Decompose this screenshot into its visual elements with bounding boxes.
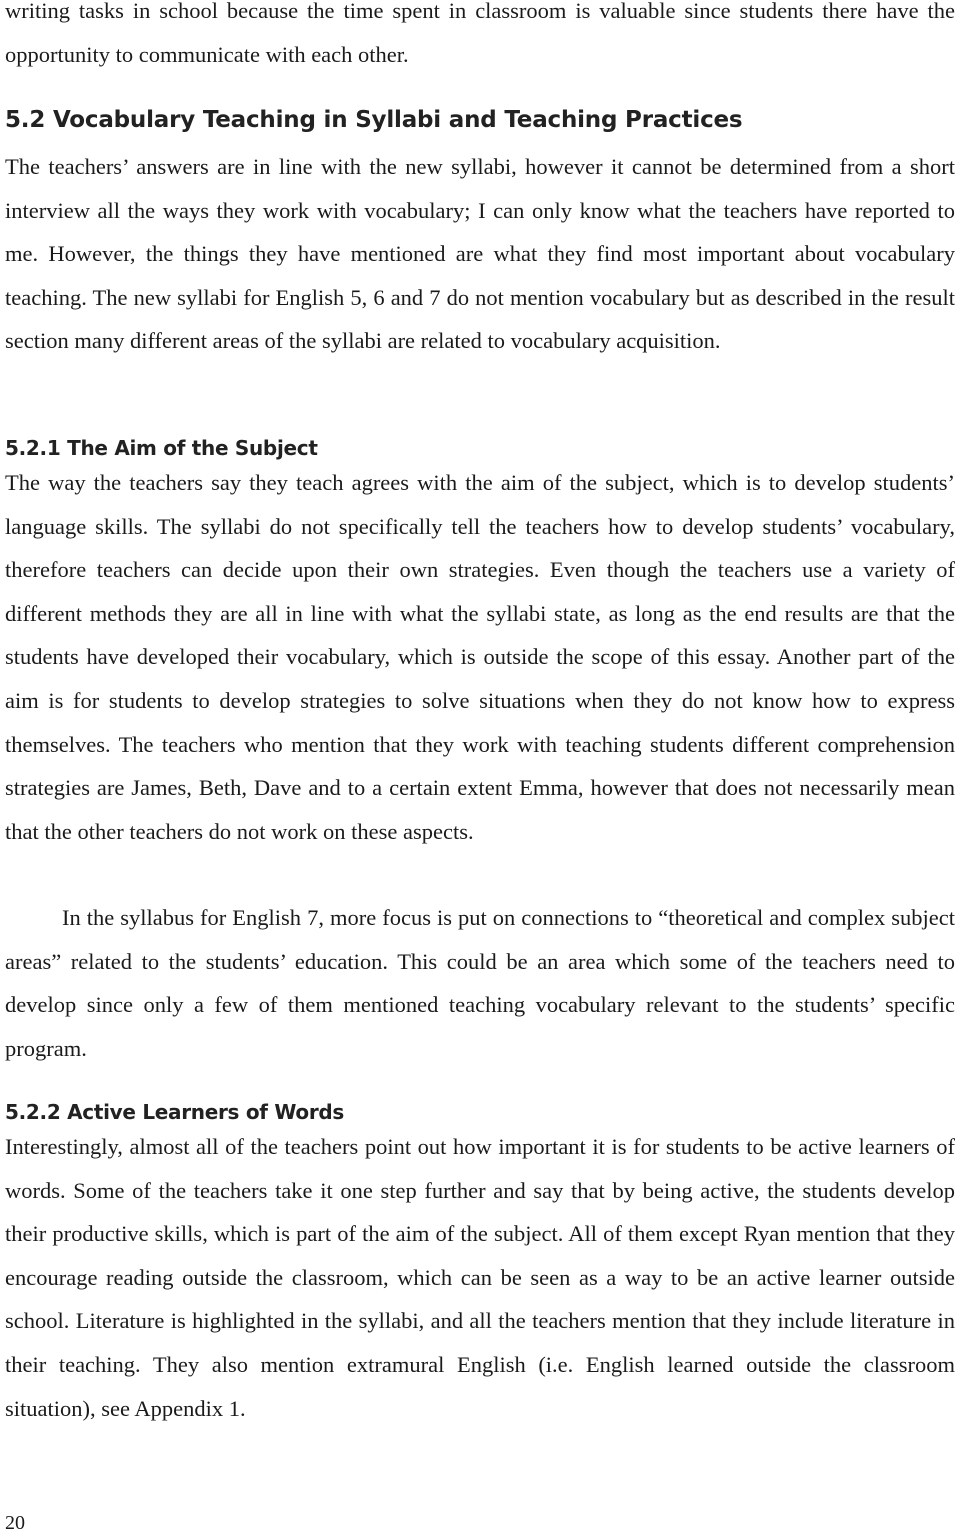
section-5-2-heading-block <box>5 105 955 135</box>
section-5-2-2-paragraph: Interestingly, almost all of the teachers point out how important it is for students to be active learners of words. Some of the teachers take it one step further and say that by being active, the students develop their productive skills, which is part of the aim of the subject. All of them except Ryan mention that they encourage reading outside the classroom, which can be seen as a way to be an active learner outside school. Literature is highlighted in the syllabi, and all the teachers mention that they include literature in their teaching. They also mention extramural English (i.e. English learned outside the classroom situation), see Appendix 1. <box>5 1134 955 1421</box>
section-5-2-heading: 5.2 Vocabulary Teaching in Syllabi and Teaching Practices <box>5 107 743 133</box>
section-5-2-1-body-2 <box>5 896 955 1070</box>
section-5-2-1-heading: 5.2.1 The Aim of the Subject <box>5 436 318 460</box>
section-5-2-1-heading-block <box>5 434 955 462</box>
section-5-2-2-heading-block <box>5 1098 955 1126</box>
section-5-2-1-body <box>5 461 955 853</box>
section-5-2-1-paragraph-1: The way the teachers say they teach agrees with the aim of the subject, which is to develop students’ language skills. The syllabi do not specifically tell the teachers how to develop students’ vocabulary, therefore teachers can decide upon their own strategies. Even though the teachers use a variety of different methods they are all in line with what the syllabi state, as long as the end results are that the students have developed their vocabulary, which is outside the scope of this essay. Another part of the aim is for students to develop strategies to solve situations when they do not know how to express themselves. The teachers who mention that they work with teaching students different comprehension strategies are James, Beth, Dave and to a certain extent Emma, however that does not necessarily mean that the other teachers do not work on these aspects. <box>5 470 955 844</box>
section-5-2-1-paragraph-2: In the syllabus for English 7, more focus is put on connections to “theoretical and complex subject areas” related to the students’ education. This could be an area which some of the teachers need to develop since only a few of them mentioned teaching vocabulary relevant to the students’ specific program. <box>5 905 955 1061</box>
section-5-2-paragraph: The teachers’ answers are in line with the new syllabi, however it cannot be determined from a short interview all the ways they work with vocabulary; I can only know what the teachers have reported to me. However, the things they have mentioned are what they find most important about vocabulary teaching. The new syllabi for English 5, 6 and 7 do not mention vocabulary but as described in the result section many different areas of the syllabi are related to vocabulary acquisition. <box>5 154 955 354</box>
intro-block <box>5 0 955 76</box>
section-5-2-2-heading: 5.2.2 Active Learners of Words <box>5 1100 344 1124</box>
section-5-2-2-body <box>5 1125 955 1430</box>
section-5-2-body <box>5 145 955 363</box>
page-number: 20 <box>5 1512 25 1534</box>
intro-paragraph: writing tasks in school because the time spent in classroom is valuable since students there have the opportunity to communicate with each other. <box>5 0 955 67</box>
